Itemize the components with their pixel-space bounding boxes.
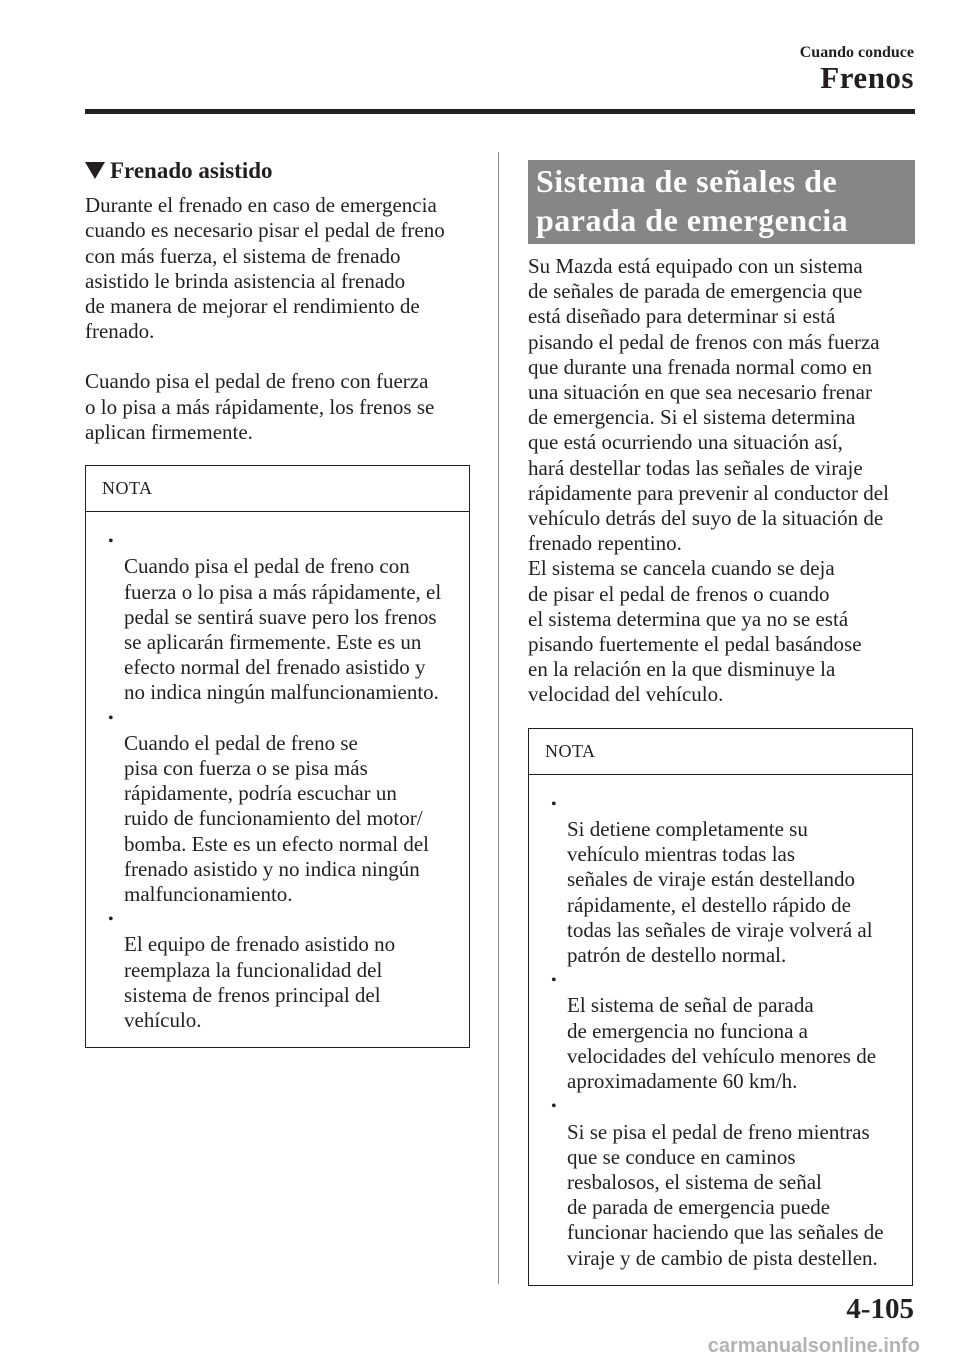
triangle-down-icon <box>85 162 105 179</box>
right-column <box>528 160 918 1286</box>
note-item-text: Si detiene completamente su vehículo mientras todas las señales de viraje están destellando rápidamente, el destello rápido de todas las señales de viraje volverá al patrón de destello normal. <box>567 817 873 968</box>
note-list <box>86 512 469 1047</box>
note-item-text: El sistema de señal de parada de emergencia no funciona a velocidades del vehículo menores de aproximadamente 60 km/h. <box>567 993 877 1094</box>
bullet-icon: • <box>551 1098 557 1116</box>
note-label: NOTA <box>86 466 469 512</box>
note-item-text: Cuando el pedal de freno se pisa con fuerza o se pisa más rápidamente, podría escuchar un ruido de funcionamiento del motor/ bomba. Este es un efecto normal del frenado asistido y no indica ningún malfuncionamiento. <box>124 730 429 907</box>
bullet-icon: • <box>108 911 114 929</box>
section-banner: Sistema de señales de parada de emergencia <box>528 160 915 244</box>
bullet-icon: • <box>108 533 114 551</box>
bullet-icon: • <box>551 972 557 990</box>
note-item <box>529 792 906 968</box>
section-heading <box>85 158 475 183</box>
watermark: carmanualsonline.info <box>707 1335 920 1357</box>
body-paragraph: Durante el frenado en caso de emergencia cuando es necesario pisar el pedal de freno con más fuerza, el sistema de frenado asistido le brinda asistencia al frenado de manera de mejorar el rendimiento de frenado. <box>85 193 445 344</box>
note-item-text: El equipo de frenado asistido no reemplaza la funcionalidad del sistema de frenos principal del vehículo. <box>124 932 396 1033</box>
note-item-text: Cuando pisa el pedal de freno con fuerza o lo pisa a más rápidamente, el pedal se sentirá suave pero los frenos se aplicarán firmemente. Este es un efecto normal del frenado asistido y no indica ningún malfuncionamiento. <box>124 554 442 705</box>
page-number: 4-105 <box>846 1293 914 1325</box>
note-box <box>528 728 913 1286</box>
note-label: NOTA <box>529 729 912 775</box>
note-item <box>86 907 463 1033</box>
note-item-text: Si se pisa el pedal de freno mientras que se conduce en caminos resbalosos, el sistema de señal de parada de emergencia puede funcionar haciendo que las señales de viraje y de cambio de pista destellen. <box>567 1119 884 1270</box>
note-list <box>529 775 912 1285</box>
body-paragraph: Cuando pisa el pedal de freno con fuerza o lo pisa a más rápidamente, los frenos se aplican firmemente. <box>85 369 435 444</box>
page-title: Frenos <box>820 60 914 95</box>
left-column <box>85 158 475 1048</box>
note-item <box>86 706 463 908</box>
bullet-icon: • <box>108 709 114 727</box>
header-section-label: Cuando conduce <box>799 44 914 61</box>
note-box <box>85 465 470 1048</box>
note-item <box>86 529 463 705</box>
bullet-icon: • <box>551 795 557 813</box>
column-divider <box>498 152 499 1284</box>
section-heading-text: Frenado asistido <box>110 158 273 183</box>
note-item <box>529 968 906 1094</box>
body-paragraph: Su Mazda está equipado con un sistema de señales de parada de emergencia que está diseñado para determinar si está pisando el pedal de frenos con más fuerza que durante una frenada normal como en una situación en que sea necesario frenar de emergencia. Si el sistema determina que está ocurriendo una situación así, hará destellar todas las señales de viraje rápidamente para prevenir al conductor del vehículo detrás del suyo de la situación de frenado repentino. El sistema se cancela cuando se deja de pisar el pedal de frenos o cuando el sistema determina que ya no se está pisando fuertemente el pedal basándose en la relación en la que disminuye la velocidad del vehículo. <box>528 254 889 707</box>
header-rule <box>85 109 915 114</box>
note-item <box>529 1094 906 1270</box>
